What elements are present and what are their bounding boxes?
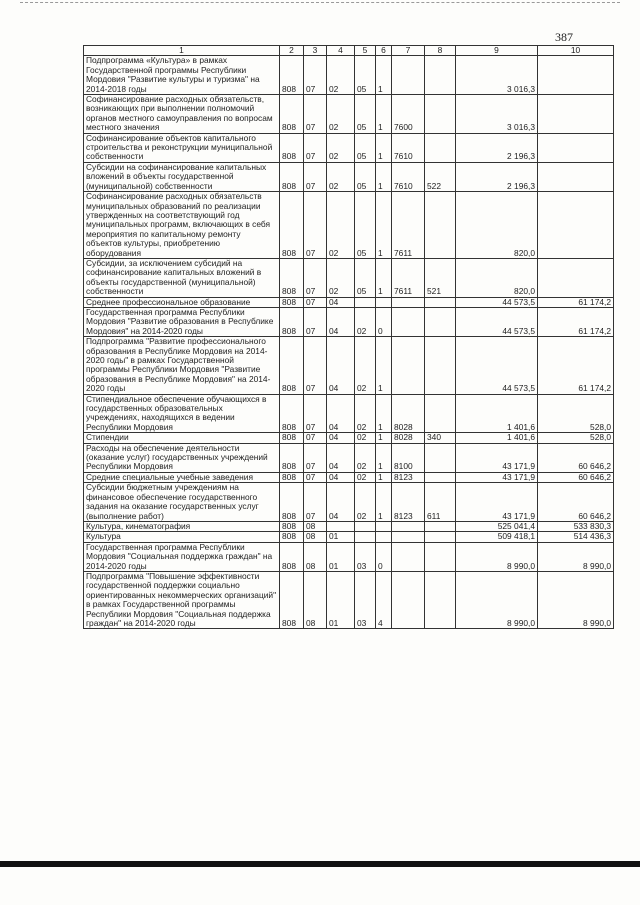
header-cell: 6 bbox=[376, 46, 392, 56]
row-cell-c10: 528,0 bbox=[538, 433, 614, 443]
row-cell-c10: 61 174,2 bbox=[538, 297, 614, 307]
row-description: Субсидии, за исключением субсидий на софинансирование капитальных вложений в объекты государственной (муниципальной) собственности bbox=[84, 258, 280, 297]
row-description: Софинансирование расходных обязательств муниципальных образований по реализации утвержденных на соответствующий год муниципальных программ, включающих в себя мероприятия по капитальному ремонту объектов культуры, приобретению оборудования bbox=[84, 192, 280, 259]
row-cell-c2: 808 bbox=[280, 443, 304, 472]
row-cell-c4: 04 bbox=[327, 337, 355, 394]
row-cell-c6: 1 bbox=[376, 433, 392, 443]
bottom-border bbox=[0, 861, 640, 867]
table-row bbox=[84, 56, 614, 95]
row-cell-c5: 05 bbox=[355, 95, 376, 134]
row-cell-c7: 7610 bbox=[392, 162, 425, 191]
row-cell-c6: 1 bbox=[376, 192, 392, 259]
table-row bbox=[84, 394, 614, 433]
row-cell-c4: 01 bbox=[327, 571, 355, 628]
table-row bbox=[84, 483, 614, 522]
row-cell-c8: 611 bbox=[425, 483, 456, 522]
row-cell-c6: 1 bbox=[376, 56, 392, 95]
row-cell-c2: 808 bbox=[280, 133, 304, 162]
row-cell-c3: 07 bbox=[304, 433, 327, 443]
row-cell-c6: 1 bbox=[376, 258, 392, 297]
row-cell-c6: 0 bbox=[376, 542, 392, 571]
row-cell-c8: 340 bbox=[425, 433, 456, 443]
row-cell-c8: 522 bbox=[425, 162, 456, 191]
row-cell-c4 bbox=[327, 521, 355, 531]
row-cell-c2: 808 bbox=[280, 542, 304, 571]
row-cell-c2: 808 bbox=[280, 297, 304, 307]
row-cell-c2: 808 bbox=[280, 483, 304, 522]
row-cell-c6: 1 bbox=[376, 443, 392, 472]
table-body bbox=[84, 56, 614, 629]
row-cell-c4: 01 bbox=[327, 542, 355, 571]
row-description: Культура, кинематография bbox=[84, 521, 280, 531]
row-cell-c2: 808 bbox=[280, 162, 304, 191]
row-description: Субсидии на софинансирование капитальных вложений в объекты государственной (муниципальной) собственности bbox=[84, 162, 280, 191]
row-cell-c2: 808 bbox=[280, 394, 304, 433]
row-cell-c6: 1 bbox=[376, 472, 392, 482]
row-cell-c5: 05 bbox=[355, 258, 376, 297]
row-cell-c7 bbox=[392, 542, 425, 571]
row-cell-c9: 44 573,5 bbox=[456, 297, 538, 307]
table-row bbox=[84, 307, 614, 336]
table-row bbox=[84, 521, 614, 531]
row-cell-c7: 7611 bbox=[392, 192, 425, 259]
row-cell-c10: 533 830,3 bbox=[538, 521, 614, 531]
row-cell-c6 bbox=[376, 297, 392, 307]
row-description: Софинансирование объектов капитального строительства и реконструкции муниципальной собственности bbox=[84, 133, 280, 162]
row-cell-c9: 820,0 bbox=[456, 258, 538, 297]
row-description: Стипендии bbox=[84, 433, 280, 443]
row-cell-c5 bbox=[355, 297, 376, 307]
table-row bbox=[84, 258, 614, 297]
header-row bbox=[84, 46, 614, 56]
row-cell-c9: 43 171,9 bbox=[456, 483, 538, 522]
row-cell-c6: 4 bbox=[376, 571, 392, 628]
row-cell-c3: 07 bbox=[304, 297, 327, 307]
row-cell-c3: 07 bbox=[304, 307, 327, 336]
row-cell-c10: 8 990,0 bbox=[538, 571, 614, 628]
row-cell-c5 bbox=[355, 532, 376, 542]
header-cell: 2 bbox=[280, 46, 304, 56]
row-cell-c9: 3 016,3 bbox=[456, 56, 538, 95]
row-description: Государственная программа Республики Мордовия "Развитие образования в Республике Мордовия" на 2014-2020 годы bbox=[84, 307, 280, 336]
row-description: Стипендиальное обеспечение обучающихся в государственных образовательных учреждениях, находящихся в ведении Республики Мордовия bbox=[84, 394, 280, 433]
row-cell-c5: 02 bbox=[355, 307, 376, 336]
table-row bbox=[84, 532, 614, 542]
row-cell-c2: 808 bbox=[280, 192, 304, 259]
row-cell-c5: 05 bbox=[355, 192, 376, 259]
row-cell-c2: 808 bbox=[280, 433, 304, 443]
row-cell-c7 bbox=[392, 56, 425, 95]
row-cell-c3: 07 bbox=[304, 258, 327, 297]
row-cell-c5: 02 bbox=[355, 483, 376, 522]
row-cell-c3: 08 bbox=[304, 542, 327, 571]
row-cell-c5 bbox=[355, 521, 376, 531]
row-cell-c9: 2 196,3 bbox=[456, 133, 538, 162]
row-cell-c8 bbox=[425, 521, 456, 531]
row-cell-c6: 1 bbox=[376, 95, 392, 134]
row-cell-c9: 44 573,5 bbox=[456, 307, 538, 336]
row-cell-c7: 8028 bbox=[392, 394, 425, 433]
row-cell-c4: 04 bbox=[327, 483, 355, 522]
row-cell-c10: 61 174,2 bbox=[538, 337, 614, 394]
scan-edge-line bbox=[20, 2, 620, 4]
row-cell-c4: 02 bbox=[327, 56, 355, 95]
row-cell-c5: 02 bbox=[355, 394, 376, 433]
row-cell-c8 bbox=[425, 297, 456, 307]
row-cell-c8 bbox=[425, 571, 456, 628]
row-cell-c5: 02 bbox=[355, 443, 376, 472]
row-cell-c4: 04 bbox=[327, 472, 355, 482]
row-cell-c9: 43 171,9 bbox=[456, 472, 538, 482]
table-row bbox=[84, 95, 614, 134]
row-cell-c10: 60 646,2 bbox=[538, 483, 614, 522]
page-number: 387 bbox=[555, 30, 573, 44]
table-row bbox=[84, 472, 614, 482]
row-cell-c6: 1 bbox=[376, 337, 392, 394]
row-cell-c3: 08 bbox=[304, 521, 327, 531]
row-cell-c6: 1 bbox=[376, 483, 392, 522]
row-description: Среднее профессиональное образование bbox=[84, 297, 280, 307]
row-cell-c3: 07 bbox=[304, 472, 327, 482]
table-row bbox=[84, 337, 614, 394]
row-cell-c9: 525 041,4 bbox=[456, 521, 538, 531]
row-cell-c3: 07 bbox=[304, 162, 327, 191]
row-cell-c6: 1 bbox=[376, 133, 392, 162]
row-cell-c7: 8028 bbox=[392, 433, 425, 443]
row-cell-c6 bbox=[376, 532, 392, 542]
row-cell-c10 bbox=[538, 192, 614, 259]
table-row bbox=[84, 297, 614, 307]
row-cell-c8 bbox=[425, 472, 456, 482]
row-cell-c4: 04 bbox=[327, 307, 355, 336]
row-cell-c9: 509 418,1 bbox=[456, 532, 538, 542]
row-cell-c8 bbox=[425, 394, 456, 433]
header-cell: 3 bbox=[304, 46, 327, 56]
row-cell-c10: 60 646,2 bbox=[538, 443, 614, 472]
row-cell-c10 bbox=[538, 56, 614, 95]
row-cell-c2: 808 bbox=[280, 521, 304, 531]
table-row bbox=[84, 433, 614, 443]
table-row bbox=[84, 192, 614, 259]
row-cell-c7 bbox=[392, 521, 425, 531]
row-cell-c7 bbox=[392, 532, 425, 542]
row-cell-c4: 04 bbox=[327, 433, 355, 443]
row-description: Средние специальные учебные заведения bbox=[84, 472, 280, 482]
row-cell-c9: 8 990,0 bbox=[456, 542, 538, 571]
row-cell-c7: 7611 bbox=[392, 258, 425, 297]
row-cell-c9: 2 196,3 bbox=[456, 162, 538, 191]
row-description: Подпрограмма «Культура» в рамках Государственной программы Республики Мордовия "Развитие культуры и туризма" на 2014-2018 годы bbox=[84, 56, 280, 95]
row-cell-c3: 07 bbox=[304, 337, 327, 394]
row-cell-c3: 08 bbox=[304, 571, 327, 628]
row-cell-c2: 808 bbox=[280, 307, 304, 336]
row-cell-c4: 01 bbox=[327, 532, 355, 542]
row-cell-c2: 808 bbox=[280, 95, 304, 134]
row-cell-c8 bbox=[425, 307, 456, 336]
row-cell-c9: 43 171,9 bbox=[456, 443, 538, 472]
row-cell-c10: 8 990,0 bbox=[538, 542, 614, 571]
row-cell-c10 bbox=[538, 95, 614, 134]
row-cell-c7 bbox=[392, 307, 425, 336]
row-cell-c10 bbox=[538, 162, 614, 191]
row-cell-c9: 1 401,6 bbox=[456, 433, 538, 443]
row-cell-c4: 02 bbox=[327, 95, 355, 134]
row-cell-c4: 02 bbox=[327, 258, 355, 297]
header-cell: 9 bbox=[456, 46, 538, 56]
row-description: Подпрограмма "Повышение эффективности государственной поддержки социально ориентированных некоммерческих организаций" в рамках Государственной программы Республики Мордовия "Социальная поддержка граждан" на 2014-2020 годы bbox=[84, 571, 280, 628]
table-row bbox=[84, 542, 614, 571]
row-cell-c6: 1 bbox=[376, 394, 392, 433]
row-cell-c8 bbox=[425, 56, 456, 95]
row-cell-c3: 07 bbox=[304, 56, 327, 95]
row-cell-c5: 02 bbox=[355, 433, 376, 443]
row-cell-c3: 07 bbox=[304, 133, 327, 162]
row-cell-c10: 514 436,3 bbox=[538, 532, 614, 542]
row-cell-c2: 808 bbox=[280, 532, 304, 542]
header-cell: 5 bbox=[355, 46, 376, 56]
row-cell-c10 bbox=[538, 258, 614, 297]
row-cell-c4: 02 bbox=[327, 133, 355, 162]
budget-table bbox=[83, 45, 614, 629]
row-cell-c3: 07 bbox=[304, 394, 327, 433]
row-cell-c4: 04 bbox=[327, 394, 355, 433]
row-cell-c3: 07 bbox=[304, 95, 327, 134]
row-cell-c8: 521 bbox=[425, 258, 456, 297]
row-cell-c8 bbox=[425, 542, 456, 571]
row-description: Культура bbox=[84, 532, 280, 542]
row-cell-c3: 07 bbox=[304, 483, 327, 522]
row-cell-c7: 8100 bbox=[392, 443, 425, 472]
row-cell-c8 bbox=[425, 95, 456, 134]
row-cell-c7 bbox=[392, 337, 425, 394]
row-cell-c3: 07 bbox=[304, 192, 327, 259]
row-cell-c10: 528,0 bbox=[538, 394, 614, 433]
row-cell-c5: 05 bbox=[355, 133, 376, 162]
row-cell-c6: 1 bbox=[376, 162, 392, 191]
row-cell-c8 bbox=[425, 133, 456, 162]
row-cell-c9: 820,0 bbox=[456, 192, 538, 259]
row-cell-c7 bbox=[392, 571, 425, 628]
row-description: Софинансирование расходных обязательств, возникающих при выполнении полномочий органов местного самоуправления по вопросам местного значения bbox=[84, 95, 280, 134]
row-cell-c6 bbox=[376, 521, 392, 531]
row-cell-c3: 07 bbox=[304, 443, 327, 472]
row-cell-c5: 05 bbox=[355, 162, 376, 191]
row-cell-c2: 808 bbox=[280, 258, 304, 297]
table-row bbox=[84, 443, 614, 472]
row-description: Расходы на обеспечение деятельности (оказание услуг) государственных учреждений Республики Мордовия bbox=[84, 443, 280, 472]
row-cell-c10 bbox=[538, 133, 614, 162]
header-cell: 10 bbox=[538, 46, 614, 56]
row-description: Субсидии бюджетным учреждениям на финансовое обеспечение государственного задания на оказание государственных услуг (выполнение работ) bbox=[84, 483, 280, 522]
row-description: Государственная программа Республики Мордовия "Социальная поддержка граждан" на 2014-2020 годы bbox=[84, 542, 280, 571]
row-cell-c9: 44 573,5 bbox=[456, 337, 538, 394]
row-cell-c10: 61 174,2 bbox=[538, 307, 614, 336]
table-row bbox=[84, 162, 614, 191]
row-cell-c9: 1 401,6 bbox=[456, 394, 538, 433]
row-cell-c7: 7600 bbox=[392, 95, 425, 134]
header-cell: 8 bbox=[425, 46, 456, 56]
row-cell-c4: 02 bbox=[327, 162, 355, 191]
table-row bbox=[84, 571, 614, 628]
row-cell-c4: 02 bbox=[327, 192, 355, 259]
row-cell-c7: 8123 bbox=[392, 472, 425, 482]
row-cell-c5: 03 bbox=[355, 571, 376, 628]
row-cell-c2: 808 bbox=[280, 571, 304, 628]
row-cell-c8 bbox=[425, 337, 456, 394]
row-cell-c5: 05 bbox=[355, 56, 376, 95]
row-cell-c6: 0 bbox=[376, 307, 392, 336]
row-cell-c8 bbox=[425, 532, 456, 542]
row-cell-c5: 02 bbox=[355, 337, 376, 394]
row-cell-c7: 8123 bbox=[392, 483, 425, 522]
header-cell: 1 bbox=[84, 46, 280, 56]
row-cell-c9: 3 016,3 bbox=[456, 95, 538, 134]
row-cell-c2: 808 bbox=[280, 472, 304, 482]
row-cell-c9: 8 990,0 bbox=[456, 571, 538, 628]
row-description: Подпрограмма "Развитие профессионального образования в Республике Мордовия на 2014-2020 годы" в рамках Государственной программы Республики Мордовия "Развитие образования в Республике Мордовия" на 2014-2020 годы bbox=[84, 337, 280, 394]
row-cell-c3: 08 bbox=[304, 532, 327, 542]
row-cell-c10: 60 646,2 bbox=[538, 472, 614, 482]
row-cell-c5: 02 bbox=[355, 472, 376, 482]
table-row bbox=[84, 133, 614, 162]
header-cell: 7 bbox=[392, 46, 425, 56]
row-cell-c2: 808 bbox=[280, 56, 304, 95]
header-cell: 4 bbox=[327, 46, 355, 56]
row-cell-c8 bbox=[425, 443, 456, 472]
row-cell-c7 bbox=[392, 297, 425, 307]
row-cell-c7: 7610 bbox=[392, 133, 425, 162]
row-cell-c4: 04 bbox=[327, 297, 355, 307]
row-cell-c2: 808 bbox=[280, 337, 304, 394]
row-cell-c8 bbox=[425, 192, 456, 259]
row-cell-c4: 04 bbox=[327, 443, 355, 472]
row-cell-c5: 03 bbox=[355, 542, 376, 571]
